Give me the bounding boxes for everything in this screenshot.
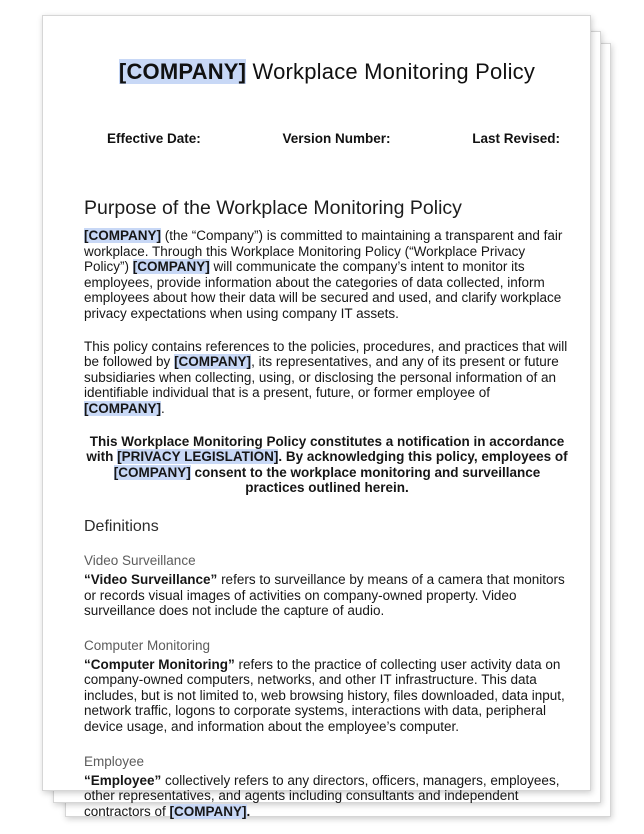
placeholder-token: [COMPANY] bbox=[84, 228, 161, 243]
document-title bbox=[84, 58, 570, 85]
text-run: “Employee” bbox=[84, 772, 162, 788]
text-run: refers to surveillance by means of a camera that monitors or records visual images of activities on company-owned property. Video surveillance does not include the capture of audio. bbox=[84, 571, 565, 619]
definition-subheading-computer-monitoring: Computer Monitoring bbox=[84, 637, 211, 653]
purpose-paragraph-1 bbox=[84, 228, 570, 322]
text-run: This Workplace Monitoring Policy constitutes a notification in accordance with bbox=[86, 433, 565, 465]
definition-computer-monitoring bbox=[84, 638, 570, 735]
definition-employee bbox=[84, 754, 570, 820]
definition-body-video-surveillance bbox=[84, 572, 570, 619]
definition-subheading-video-surveillance: Video Surveillance bbox=[84, 552, 196, 568]
text-run: Workplace Monitoring Policy bbox=[246, 59, 536, 84]
field-version-number: Version Number: bbox=[282, 131, 391, 146]
meta-fields-row bbox=[107, 131, 560, 147]
text-run: , its representatives, and any of its present or future subsidiaries when collecting, using, or disclosing the personal information of an identifiable individual that is a present, future, or former employee of bbox=[84, 354, 559, 401]
placeholder-token: [COMPANY] bbox=[118, 59, 247, 84]
text-run: “Video Surveillance” bbox=[84, 571, 218, 587]
definition-body-employee bbox=[84, 773, 570, 820]
placeholder-token: [COMPANY] bbox=[132, 259, 210, 275]
placeholder-token: [COMPANY] bbox=[174, 354, 252, 370]
placeholder-token: [COMPANY] bbox=[113, 464, 191, 480]
text-run: . By acknowledging this policy, employees of bbox=[278, 449, 568, 465]
text-run: “Computer Monitoring” bbox=[84, 656, 235, 672]
definitions-heading: Definitions bbox=[84, 517, 159, 535]
text-run: . bbox=[246, 803, 251, 819]
text-run: refers to the practice of collecting user activity data on company-owned computers, networks, and other IT infrastructure. This data includes, but is not limited to, web browsing history, files downloaded, data input, network traffic, logons to corporate systems, interactions with data, peripheral device usage, and information about the employee’s computer. bbox=[84, 656, 565, 735]
notification-paragraph bbox=[84, 434, 570, 496]
text-run: consent to the workplace monitoring and surveillance practices outlined herein. bbox=[190, 464, 541, 496]
purpose-paragraph-2 bbox=[84, 339, 570, 417]
placeholder-token: [COMPANY] bbox=[169, 803, 247, 819]
definition-body-computer-monitoring bbox=[84, 657, 570, 735]
text-run: will communicate the company’s intent to monitor its employees, provide information about the categories of data collected, inform employees about how their data will be secured and used, and clarify workplace privacy expectations when using company IT assets. bbox=[84, 259, 562, 321]
purpose-heading: Purpose of the Workplace Monitoring Policy bbox=[84, 197, 462, 219]
definition-subheading-employee: Employee bbox=[84, 753, 145, 769]
text-run: This policy contains references to the policies, procedures, and practices that will be followed by bbox=[84, 338, 568, 370]
definition-video-surveillance bbox=[84, 553, 570, 619]
placeholder-token: [COMPANY] bbox=[84, 400, 161, 416]
text-run: collectively refers to any directors, officers, managers, employees, other representatives, and agents including consultants and independent contractors of bbox=[84, 772, 560, 819]
text-run: (the “Company”) is committed to maintaining a transparent and fair workplace. Through this Workplace Monitoring Policy (“Workplace Privacy Policy”) bbox=[84, 228, 563, 275]
field-effective-date: Effective Date: bbox=[107, 131, 201, 146]
placeholder-token: [PRIVACY LEGISLATION] bbox=[117, 449, 279, 465]
field-last-revised: Last Revised: bbox=[472, 131, 560, 146]
document-page bbox=[42, 15, 591, 819]
text-run: . bbox=[161, 400, 165, 416]
